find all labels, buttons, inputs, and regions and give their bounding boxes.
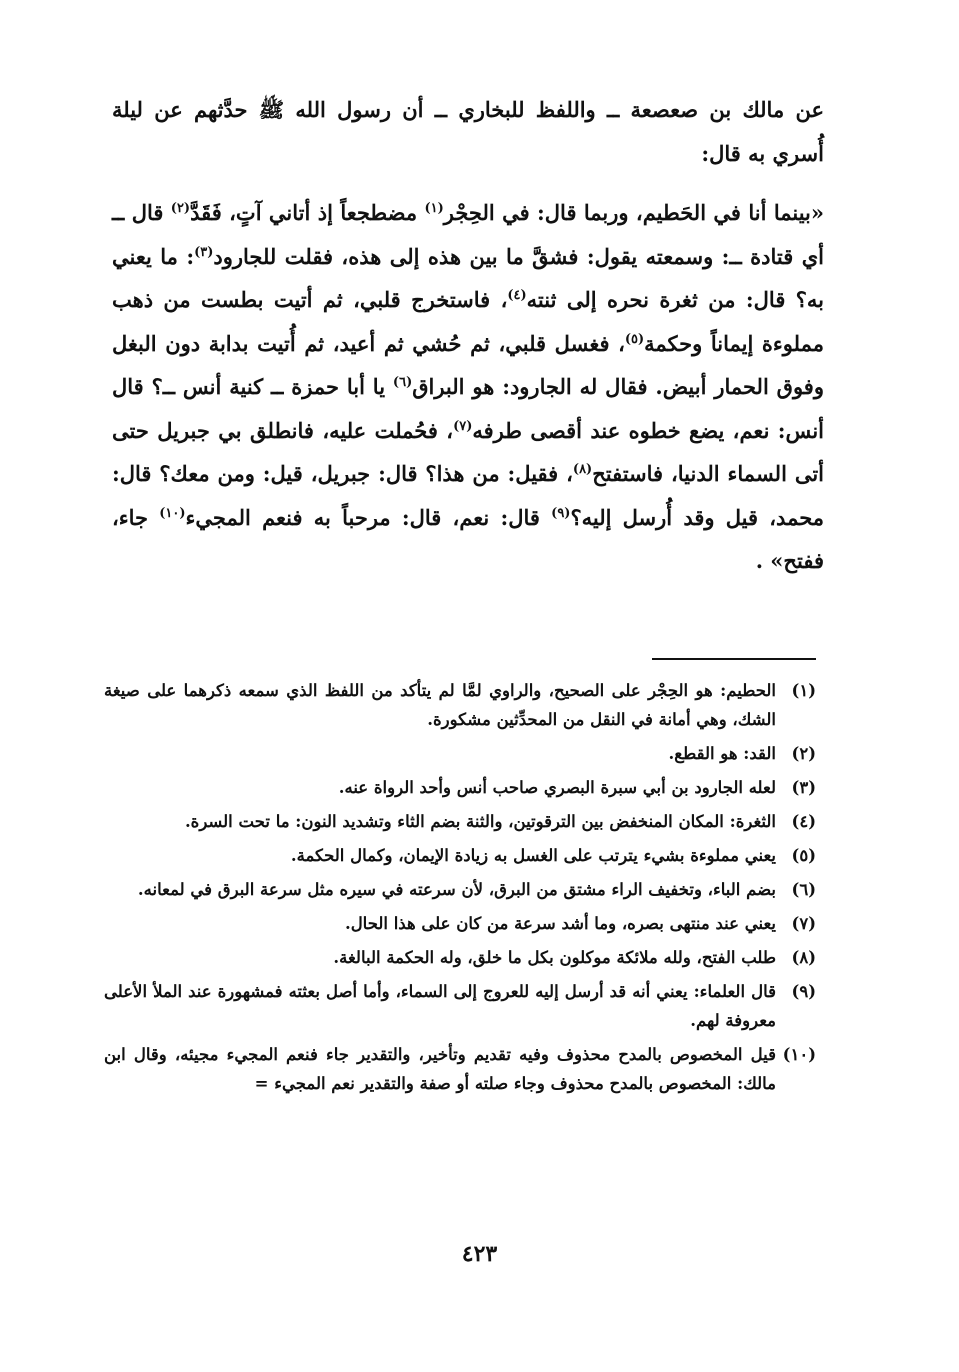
- footnote-number: (٣): [791, 778, 816, 797]
- hadith-text: ، فغسل قلبي، ثم حُشي ثم أعيد، ثم أُتيت بدابة دون البغل وفوق الحمار أبيض. فقال له الجارود: هو البراق: [112, 330, 824, 399]
- footnote-ref[interactable]: (٦): [392, 375, 413, 390]
- hadith-text: «بينما أنا في الحَطيم، وربما قال: في الحِجْر: [443, 200, 824, 225]
- hadith-paragraph: [112, 191, 824, 583]
- footnote-item: [104, 909, 816, 938]
- footnote-number: (٤): [791, 812, 816, 831]
- footnote-ref[interactable]: (١): [424, 201, 444, 216]
- hadith-text: مضطجعاً إذ أتاني آتٍ، فَقَدَّ: [190, 200, 425, 225]
- footnote-item: [104, 773, 816, 802]
- footnote-item: [104, 841, 816, 870]
- hadith-text: : ما يعني به؟ قال: من ثغرة نحره إلى ثنته: [112, 243, 824, 312]
- footnote-text: قيل المخصوص بالمدح محذوف وفيه تقديم وتأخير، والتقدير جاء فنعم المجيء مجيئه، وقال ابن مالك: المخصوص بالمدح محذوف وجاء صلته أو صفة والتقدير نعم المجيء =: [104, 1045, 776, 1093]
- footnote-text: قال العلماء: يعني أنه قد أرسل إليه للعروج إلى السماء، وأما أصل بعثته فمشهورة عند الملأ الأعلى معروفة لهم.: [104, 982, 776, 1030]
- hadith-text: قال ــ أي قتادة ــ: وسمعته يقول: فشقَّ ما بين هذه إلى هذه، فقلت للجارود: [112, 200, 824, 269]
- footnote-text: القد: هو القطع.: [668, 744, 776, 763]
- footnote-text: الثغرة: المكان المنخفض بين الترقوتين، والثنة بضم الثاء وتشديد النون: ما تحت السرة.: [184, 812, 776, 831]
- footnote-item: [104, 943, 816, 972]
- footnote-ref[interactable]: (٤): [507, 288, 527, 303]
- footnote-text: الحطيم: هو الحِجْر على الصحيح، والراوي لمَّا لم يتأكد من اللفظ الذي سمعه ذكرهما على صيغة الشك، وهي أمانة في النقل من المحدِّثين مشكورة.: [104, 681, 776, 729]
- footnote-ref[interactable]: (٩): [551, 505, 571, 521]
- footnote-item: [104, 807, 816, 836]
- footnote-text: لعله الجارود بن أبي سبرة البصري صاحب أنس وأحد الرواة عنه.: [338, 778, 776, 797]
- intro-paragraph: عن مالك بن صعصعة ــ واللفظ للبخاري ــ أن رسول الله ﷺ حدَّثهم عن ليلة أُسري به قال:: [112, 97, 824, 166]
- hadith-text: ، فقيل: من هذا؟ قال: جبريل، قيل: ومن معك؟ قال: محمد، قيل وقد أُرسل إليه؟: [112, 461, 825, 530]
- footnote-number: (٢): [791, 744, 816, 763]
- footnote-number: (٧): [791, 914, 816, 933]
- footnote-divider: [652, 658, 816, 660]
- footnote-item: [104, 739, 816, 768]
- main-text: [112, 88, 824, 583]
- page-number: ٤٢٣: [461, 1241, 498, 1267]
- footnote-text: يعني مملوءة بشيء يترتب على الغسل به زيادة الإيمان، وكمال الحكمة.: [290, 846, 776, 865]
- footnote-number: (٦): [791, 880, 816, 899]
- footnote-number: (٨): [791, 948, 816, 967]
- footnote-number: (٩): [791, 982, 816, 1001]
- footnote-number: (٥): [791, 846, 816, 865]
- footnote-item: [104, 676, 816, 734]
- hadith-text: يا أبا حمزة ــ كنية أنس ــ؟ قال أنس: نعم، يضع خطوه عند أقصى طرفه: [112, 374, 825, 443]
- footnote-ref[interactable]: (٣): [194, 244, 214, 260]
- footnotes-list: [104, 676, 816, 1103]
- hadith-text: ، فحُملت عليه، فانطلق بي جبريل حتى أتى السماء الدنيا، فاستفتح: [112, 417, 824, 486]
- footnote-ref[interactable]: (٧): [453, 418, 473, 434]
- hadith-text: جاء، ففتح» .: [112, 504, 824, 573]
- footnote-item: [104, 1040, 816, 1098]
- footnote-ref[interactable]: (٢): [170, 201, 191, 216]
- footnote-ref[interactable]: (٨): [572, 462, 593, 477]
- footnote-text: طلب الفتح، ولله ملائكة موكلون بكل ما خلق، وله الحكمة البالغة.: [333, 948, 776, 967]
- footnote-item: [104, 977, 816, 1035]
- footnote-number: (١٠): [782, 1045, 816, 1064]
- footnote-text: يعني عند منتهى بصره، وما أشد سرعة من كان على هذا الحال.: [344, 914, 776, 933]
- hadith-text: ، فاستخرج قلبي، ثم أتيت بطست من ذهب مملوءة إيماناً وحكمة: [112, 287, 824, 356]
- footnote-number: (١): [791, 681, 816, 700]
- footnote-ref[interactable]: (٥): [624, 331, 645, 347]
- footnote-item: [104, 875, 816, 904]
- footnote-ref[interactable]: (١٠): [159, 505, 186, 521]
- footnote-text: بضم الباء، وتخفيف الراء مشتق من البرق، لأن سرعته في سيره مثل سرعة البرق في لمعانه.: [137, 880, 776, 899]
- hadith-text: قال: نعم، قال: مرحباً به فنعم المجيء: [185, 504, 552, 530]
